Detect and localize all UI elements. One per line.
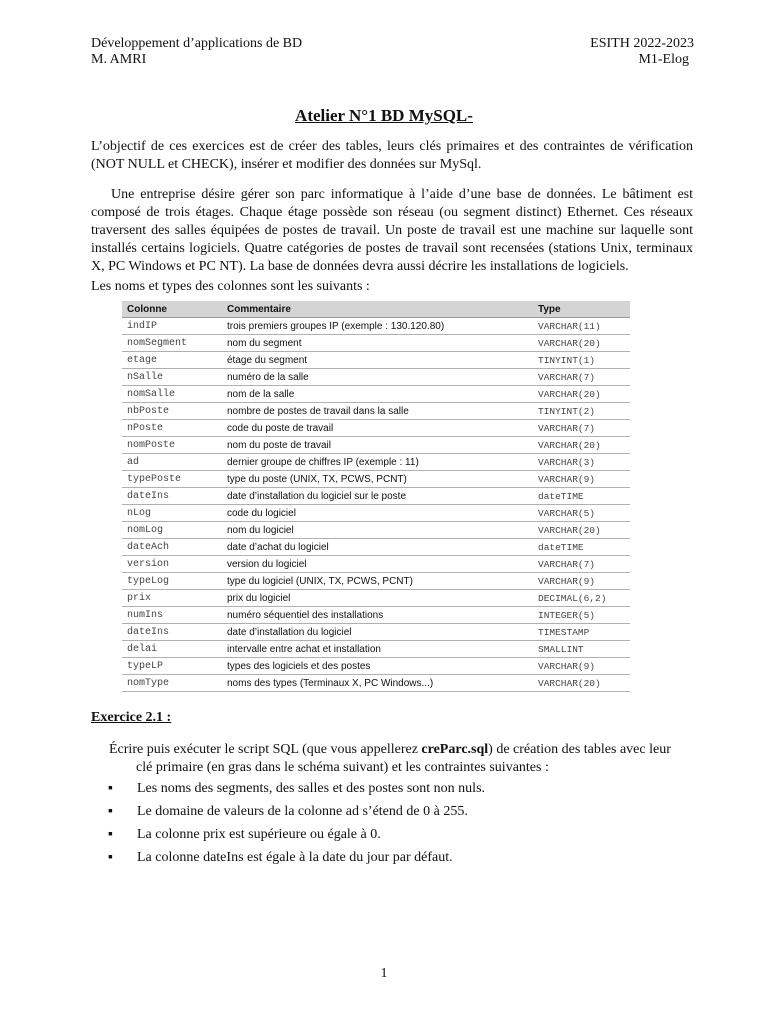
header-course: Développement d’applications de BD [91,36,303,51]
cell-colonne: dateIns [122,624,222,641]
table-row [122,522,630,539]
table-row [122,437,630,454]
constraints-list [91,780,693,872]
cell-commentaire: étage du segment [222,352,533,369]
table-row [122,386,630,403]
cell-type: VARCHAR(9) [533,658,630,675]
cell-colonne: delai [122,641,222,658]
cell-colonne: etage [122,352,222,369]
list-item [91,826,693,844]
table-row [122,675,630,692]
cell-commentaire: numéro de la salle [222,369,533,386]
cell-commentaire: type du logiciel (UNIX, TX, PCWS, PCNT) [222,573,533,590]
cell-type: dateTIME [533,539,630,556]
cell-type: VARCHAR(7) [533,369,630,386]
cell-commentaire: code du logiciel [222,505,533,522]
list-item [91,849,693,867]
cell-colonne: nomSegment [122,335,222,352]
table-row [122,488,630,505]
page-title: Atelier N°1 BD MySQL- [295,106,473,125]
columns-table-wrapper [122,301,630,692]
cell-colonne: dateIns [122,488,222,505]
cell-commentaire: nombre de postes de travail dans la salle [222,403,533,420]
cell-commentaire: code du poste de travail [222,420,533,437]
cell-type: VARCHAR(5) [533,505,630,522]
table-row [122,505,630,522]
bullet-icon: ▪ [108,804,113,819]
cell-type: INTEGER(5) [533,607,630,624]
header-colonne: Colonne [122,301,222,318]
bullet-icon: ▪ [108,850,113,865]
cell-type: VARCHAR(7) [533,420,630,437]
table-row [122,471,630,488]
cell-type: TINYINT(2) [533,403,630,420]
cell-commentaire: trois premiers groupes IP (exemple : 130.120.80) [222,318,533,335]
table-row [122,607,630,624]
header-author: M. AMRI [91,52,147,67]
table-row [122,556,630,573]
cell-type: dateTIME [533,488,630,505]
constraint-text: La colonne prix est supérieure ou égale à 0. [137,827,381,842]
columns-table [122,301,630,692]
header-level: M1-Elog [638,52,689,67]
cell-colonne: nomPoste [122,437,222,454]
cell-commentaire: nom de la salle [222,386,533,403]
list-item [91,803,693,821]
cell-colonne: numIns [122,607,222,624]
cell-type: SMALLINT [533,641,630,658]
cell-colonne: nSalle [122,369,222,386]
table-row [122,335,630,352]
cell-type: VARCHAR(20) [533,522,630,539]
cell-commentaire: type du poste (UNIX, TX, PCWS, PCNT) [222,471,533,488]
table-row [122,420,630,437]
list-item [91,780,693,798]
cell-colonne: nomSalle [122,386,222,403]
cell-colonne: ad [122,454,222,471]
cell-colonne: nLog [122,505,222,522]
cell-type: VARCHAR(20) [533,386,630,403]
cell-colonne: indIP [122,318,222,335]
columns-intro: Les noms et types des colonnes sont les suivants : [91,279,370,294]
constraint-text: La colonne dateIns est égale à la date du jour par défaut. [137,850,453,865]
cell-colonne: nbPoste [122,403,222,420]
table-row [122,658,630,675]
cell-type: VARCHAR(11) [533,318,630,335]
cell-type: VARCHAR(7) [533,556,630,573]
cell-commentaire: version du logiciel [222,556,533,573]
table-body [122,318,630,692]
bullet-icon: ▪ [108,781,113,796]
cell-type: VARCHAR(20) [533,335,630,352]
header-school-year: ESITH 2022-2023 [590,36,694,51]
exercise-intro-end: ) de création des tables avec leur [488,742,671,757]
cell-type: TIMESTAMP [533,624,630,641]
cell-commentaire: date d’installation du logiciel sur le poste [222,488,533,505]
table-row [122,403,630,420]
cell-commentaire: nom du logiciel [222,522,533,539]
cell-colonne: version [122,556,222,573]
objective-paragraph: L’objectif de ces exercices est de créer des tables, leurs clés primaires et des contraintes de vérification (NOT NULL et CHECK), insérer et modifier des données sur MySql. [91,139,693,172]
table-row [122,539,630,556]
table-row [122,624,630,641]
cell-colonne: typeLog [122,573,222,590]
cell-type: VARCHAR(9) [533,471,630,488]
cell-type: VARCHAR(3) [533,454,630,471]
enterprise-paragraph: Une entreprise désire gérer son parc informatique à l’aide d’une base de données. Le bâtiment est composé de trois étages. Chaque étage possède son réseau (ou segment distinct) Ethernet. Ces réseaux traversent des salles équipées de postes de travail. Un poste de travail est une machine sur laquelle sont installés certains logiciels. Quatre catégories de postes de travail sont recensées (stations Unix, terminaux X, PC Windows et PC NT). La base de données devra aussi décrire les installations de logiciels. [91,187,693,274]
cell-commentaire: intervalle entre achat et installation [222,641,533,658]
table-row [122,318,630,335]
cell-commentaire: prix du logiciel [222,590,533,607]
exercise-intro-text: Écrire puis exécuter le script SQL (que vous appellerez [109,742,422,757]
table-header-row [122,301,630,318]
cell-colonne: prix [122,590,222,607]
header-commentaire: Commentaire [222,301,533,318]
cell-commentaire: nom du segment [222,335,533,352]
cell-commentaire: date d’achat du logiciel [222,539,533,556]
exercise-intro-continuation: clé primaire (en gras dans le schéma suivant) et les contraintes suivantes : [136,760,549,775]
table-row [122,641,630,658]
table-row [122,590,630,607]
cell-type: VARCHAR(20) [533,437,630,454]
cell-commentaire: dernier groupe de chiffres IP (exemple : 11) [222,454,533,471]
cell-colonne: nomType [122,675,222,692]
cell-commentaire: noms des types (Terminaux X, PC Windows...) [222,675,533,692]
constraint-text: Le domaine de valeurs de la colonne ad s’étend de 0 à 255. [137,804,468,819]
script-filename: creParc.sql [421,742,489,757]
cell-type: VARCHAR(9) [533,573,630,590]
cell-commentaire: types des logiciels et des postes [222,658,533,675]
table-row [122,369,630,386]
constraint-text: Les noms des segments, des salles et des postes sont non nuls. [137,781,486,796]
table-row [122,352,630,369]
table-row [122,573,630,590]
header-type: Type [533,301,630,318]
cell-commentaire: numéro séquentiel des installations [222,607,533,624]
cell-colonne: dateAch [122,539,222,556]
cell-type: DECIMAL(6,2) [533,590,630,607]
exercise-title: Exercice 2.1 : [91,710,172,725]
page-number: 1 [380,966,388,981]
exercise-intro [109,741,693,777]
table-row [122,454,630,471]
cell-colonne: typeLP [122,658,222,675]
cell-commentaire: date d’installation du logiciel [222,624,533,641]
cell-colonne: typePoste [122,471,222,488]
cell-colonne: nomLog [122,522,222,539]
cell-type: VARCHAR(20) [533,675,630,692]
bullet-icon: ▪ [108,827,113,842]
cell-commentaire: nom du poste de travail [222,437,533,454]
cell-type: TINYINT(1) [533,352,630,369]
cell-colonne: nPoste [122,420,222,437]
